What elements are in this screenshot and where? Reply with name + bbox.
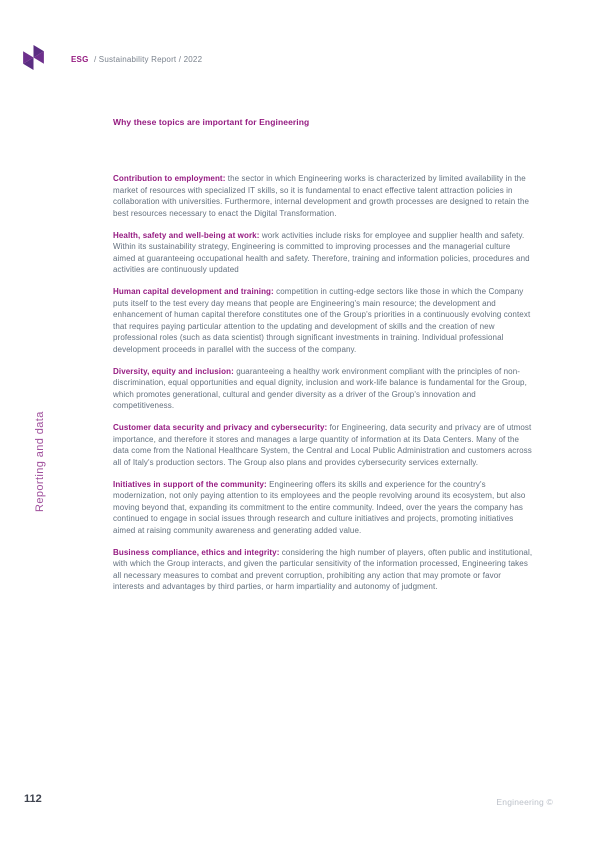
- report-header: [71, 55, 202, 64]
- topic-paragraph-human-capital: [113, 286, 533, 355]
- topic-text: work activities include risks for employee and supplier health and safety. Within its sustainability strategy, Engineering is committed to improving processes and the managerial culture aimed at guaranteeing occupational health and safety. Therefore, training and information policies, procedures and activities are continuously updated: [113, 230, 530, 274]
- header-report-title: / Sustainability Report / 2022: [93, 55, 203, 64]
- header-esg-label: ESG: [71, 55, 89, 64]
- topic-text: competition in cutting-edge sectors like those in which the Company puts itself to the test every day means that people are Engineering's main resource; the development and enhancement of human capital therefore constitutes one of the Group's priorities in a continuously evolving context that requires paying particular attention to the updating and development of skills and the creation of new professional roles (such as data scientist) through significant investments in training. Individual professional development proceeds in parallel with the success of the company.: [113, 287, 531, 354]
- topic-lead: Human capital development and training:: [113, 287, 274, 296]
- topic-lead: Customer data security and privacy and cybersecurity:: [113, 423, 328, 432]
- topic-paragraph-data-security: [113, 422, 533, 468]
- topic-lead: Health, safety and well-being at work:: [113, 230, 260, 240]
- topic-text: Engineering offers its skills and experience for the country's modernization, not only paying attention to its employees and the people revolving around its ecosystem, but also moving beyond that, expanding its commitment to the entire community. Indeed, over the years the company has continued to engage in social issues through research and culture initiatives and projects, promoting initiatives aimed at raising community awareness and generating added value.: [113, 479, 526, 535]
- topic-text: the sector in which Engineering works is characterized by limited availability in the market of resources with specialized IT skills, so it is fundamental to enact effective talent attraction policies in collaboration with universities. Furthermore, internal development and growth processes are designed to retain the best resources necessary to enact the Digital Transformation.: [113, 174, 530, 218]
- topic-lead: Initiatives in support of the community:: [113, 479, 267, 489]
- topic-text: for Engineering, data security and privacy are of utmost importance, and therefore it stores and manages a large quantity of information at its Data Centers. Many of the data come from the National Healthcare System, the Central and Local Public Administration and customers across all of Italy's production sectors. The Group also plans and provides cybersecurity services externally.: [113, 423, 532, 467]
- topic-paragraph-health-safety: [113, 230, 533, 276]
- section-heading: Why these topics are important for Engineering: [113, 117, 310, 127]
- topic-paragraph-compliance: [113, 547, 533, 593]
- main-content: [113, 116, 533, 603]
- topic-paragraph-community: [113, 479, 533, 537]
- footer-brand: Engineering ©: [496, 797, 553, 807]
- topic-text: guaranteeing a healthy work environment compliant with the principles of non-discrimination, equal opportunities and equal dignity, inclusion and work-life balance is fundamental for the Group, which promotes generational, cultural and gender diversity as a driver of the Group's innovation and competitiveness.: [113, 366, 527, 410]
- topic-lead: Contribution to employment:: [113, 174, 226, 183]
- page-number: 112: [24, 793, 42, 805]
- topic-paragraph-diversity: [113, 366, 533, 412]
- sidebar-section-label: Reporting and data: [34, 411, 46, 512]
- topic-lead: Business compliance, ethics and integrity:: [113, 547, 280, 557]
- topic-paragraph-employment: [113, 173, 533, 219]
- engineering-logo-icon: [20, 44, 47, 71]
- topic-lead: Diversity, equity and inclusion:: [113, 366, 234, 376]
- topic-text: considering the high number of players, often public and institutional, with which the Group interacts, and given the particular sensitivity of the information processed, Engineering takes all necessary measures to combat and prevent corruption, prohibiting any action that may promote or favor interests and advantages by third parties, or harm impartiality and autonomy of judgment.: [113, 547, 533, 591]
